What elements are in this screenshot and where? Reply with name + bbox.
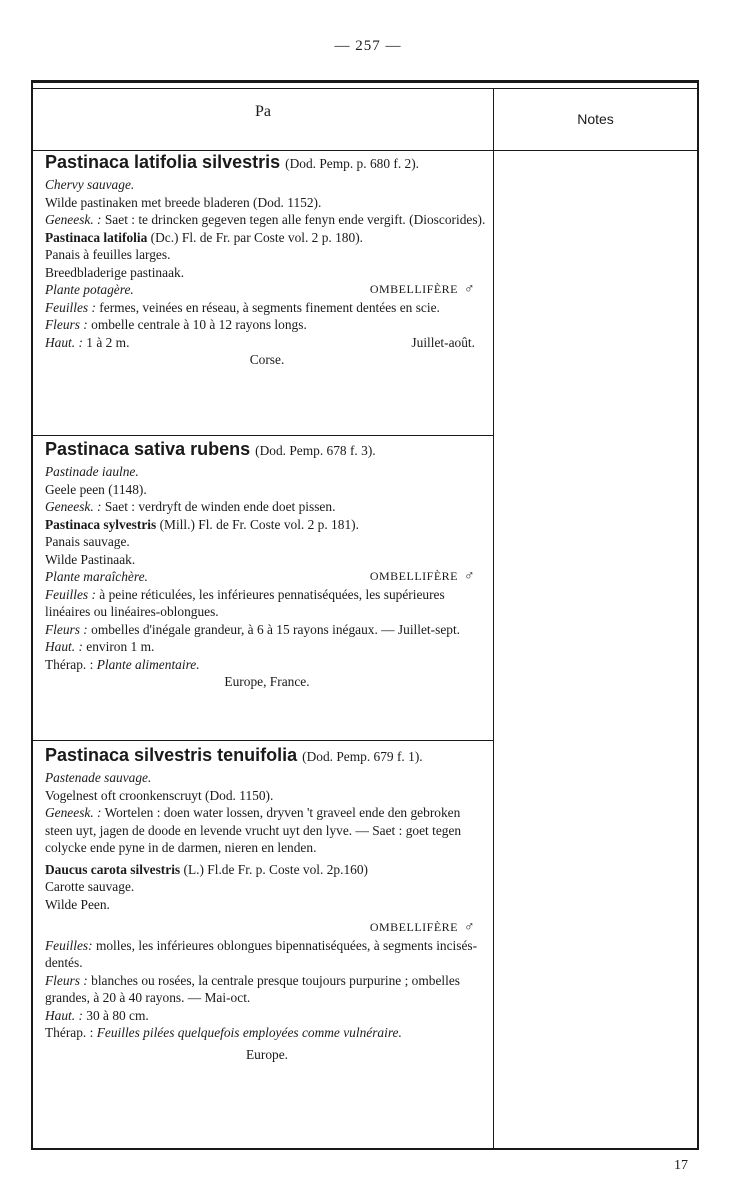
entry-separator	[33, 435, 493, 436]
entry-line: Thérap. : Plante alimentaire.	[45, 656, 200, 672]
entry-line: Wilde Peen.	[45, 896, 110, 912]
male-symbol-icon: ♂	[464, 920, 475, 935]
entry-line: Pastenade sauvage.	[45, 770, 152, 785]
entry-line: Fleurs : ombelle centrale à 10 à 12 rayons longs.	[45, 317, 307, 332]
entry-line: Chervy sauvage.	[45, 177, 135, 192]
table-frame	[31, 80, 699, 1150]
entry-paragraph: Geneesk. : Wortelen : doen water lossen, dryven 't graveel ende den gebroken steen uyt, jagen de doode en levende vrucht uyt den lyve. — Saet : goet tegen colycke ende pyne in de darmen, nieren en lenden.	[45, 805, 462, 855]
entry-paragraph: Feuilles : fermes, veinées en réseau, à segments finement dentées en scie.	[45, 299, 440, 315]
sheet-number: 17	[674, 1158, 688, 1173]
entry-paragraph: Fleurs : blanches ou rosées, la centrale presque toujours purpurine ; ombelles grandes, à 20 à 40 rayons. — Mai-oct.	[45, 972, 460, 1005]
entry-line: Daucus carota silvestris (L.) Fl.de Fr. p. Coste vol. 2p.160)	[45, 861, 368, 877]
entry-paragraph: Feuilles: molles, les inférieures oblongues bipennatiséquées, à segments incisés-dentés.	[45, 937, 478, 970]
entry-line: Pastinaca sylvestris (Mill.) Fl. de Fr. Coste vol. 2 p. 181).	[45, 516, 359, 532]
entry-region: Europe, France.	[224, 674, 310, 689]
male-symbol-icon: ♂	[464, 282, 475, 297]
male-symbol-icon: ♂	[464, 569, 475, 584]
entry-title: Pastinaca sativa rubens (Dod. Pemp. 678 f. 3).	[45, 439, 376, 459]
entry-line: Geneesk. : Saet : verdryft de winden ende doet pissen.	[45, 499, 336, 514]
entry-line: Wilde Pastinaak.	[45, 551, 136, 567]
entry-title: Pastinaca silvestris tenuifolia (Dod. Pemp. 679 f. 1).	[45, 745, 423, 765]
entry-region: Corse.	[249, 352, 285, 367]
entry-line: Plante maraîchère. OMBELLIFÈRE ♂	[45, 569, 475, 584]
entry-3	[45, 743, 489, 1063]
header-notes: Notes	[577, 111, 614, 127]
entry-separator	[33, 740, 493, 741]
entry-paragraph: Geneesk. : Saet : te drincken gegeven tegen alle fenyn ende vergift. (Dioscorides).	[45, 212, 486, 227]
entry-line: Haut. : 1 à 2 m. Juillet-août.	[45, 334, 475, 350]
entry-line: Vogelnest oft croonkenscruyt (Dod. 1150).	[45, 787, 274, 803]
entry-line: Panais à feuilles larges.	[45, 247, 171, 262]
entry-line: Panais sauvage.	[45, 534, 130, 549]
entry-paragraph: Feuilles : à peine réticulées, les inférieures pennatiséquées, les supérieures linéaires ou linéaires-oblongues.	[45, 586, 445, 619]
entry-line: Pastinade iaulne.	[45, 464, 139, 479]
entry-2	[45, 437, 489, 691]
notes-rule	[494, 150, 697, 151]
entry-title: Pastinaca latifolia silvestris (Dod. Pemp. p. 680 f. 2).	[45, 152, 420, 172]
entry-line: Plante potagère. OMBELLIFÈRE ♂	[45, 282, 475, 297]
entry-region: Europe.	[245, 1046, 289, 1062]
entry-line: Breedbladerige pastinaak.	[45, 264, 185, 280]
header-left: Pa	[255, 103, 271, 120]
entry-line: Haut. : 30 à 80 cm.	[45, 1007, 149, 1023]
entry-line: Wilde pastinaken met breede bladeren (Dod. 1152).	[45, 194, 322, 210]
page-number: — 257 —	[334, 38, 402, 54]
entry-line: Haut. : environ 1 m.	[45, 639, 155, 654]
column-divider	[493, 89, 494, 1148]
entry-line: Pastinaca latifolia (Dc.) Fl. de Fr. par Coste vol. 2 p. 180).	[45, 229, 364, 245]
entry-paragraph: Thérap. : Feuilles pilées quelquefois employées comme vulnéraire.	[45, 1025, 402, 1040]
entry-line: OMBELLIFÈRE ♂	[369, 920, 475, 935]
entry-1	[45, 150, 489, 369]
entry-line: Carotte sauvage.	[45, 879, 135, 894]
entry-line: Geele peen (1148).	[45, 481, 147, 497]
entry-paragraph: Fleurs : ombelles d'inégale grandeur, à 6 à 15 rayons inégaux. — Juillet-sept.	[45, 621, 461, 637]
